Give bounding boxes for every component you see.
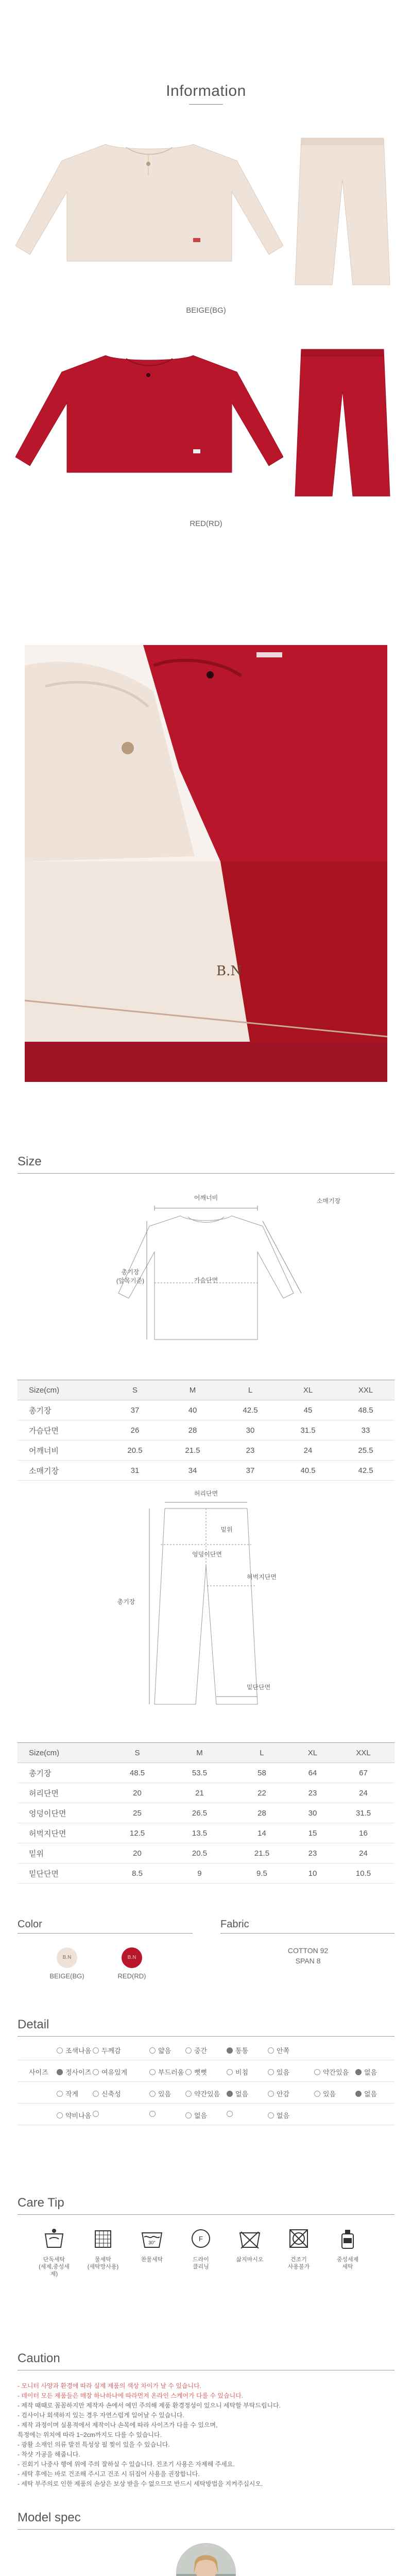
table-cell: 34 — [164, 1461, 221, 1481]
detail-row — [18, 2082, 394, 2104]
detail-option — [185, 2089, 220, 2098]
table-cell: 30 — [293, 1803, 332, 1823]
bottom-size-table — [18, 1742, 394, 1884]
detail-option — [268, 2110, 289, 2120]
table-cell: 9 — [168, 1863, 231, 1884]
label-sleeve: 소매기장 — [316, 1197, 341, 1205]
size-rule — [18, 1173, 394, 1174]
radio-dot-icon — [149, 2069, 156, 2075]
fabric-line: SPAN 8 — [295, 1957, 321, 1965]
radio-dot-icon — [57, 2047, 63, 2054]
table-cell: 허리단면 — [18, 1783, 106, 1803]
detail-option-label: 없음 — [364, 2090, 377, 2098]
detail-option-label: 작게 — [65, 2090, 79, 2098]
care-item — [134, 2227, 170, 2263]
table-cell: 10 — [293, 1863, 332, 1884]
table-cell: 67 — [332, 1763, 394, 1783]
detail-title: Detail — [18, 2018, 49, 2031]
table-cell: 어깨너비 — [18, 1440, 106, 1461]
table-cell: 23 — [221, 1440, 279, 1461]
radio-dot-icon — [57, 2112, 63, 2119]
table-row — [18, 1863, 394, 1884]
table-cell: 22 — [231, 1783, 293, 1803]
table-cell: 8.5 — [106, 1863, 168, 1884]
color-title: Color — [18, 1919, 42, 1930]
detail-option-label: 정사이즈 — [65, 2069, 92, 2076]
cold-wash-icon — [140, 2227, 164, 2250]
radio-dot-icon — [93, 2069, 99, 2075]
radio-dot-icon — [227, 2069, 233, 2075]
swatch-beige[interactable] — [57, 1947, 77, 1968]
model-title: Model spec — [18, 2511, 81, 2524]
table-cell: 총기장 — [18, 1400, 106, 1420]
table-cell: 20 — [106, 1783, 168, 1803]
detail-option-label: 약간있음 — [323, 2069, 349, 2076]
model-avatar — [176, 2543, 236, 2576]
detail-option — [268, 2067, 289, 2077]
table-header-cell: L — [231, 1743, 293, 1763]
table-header-cell: XL — [279, 1380, 337, 1400]
detail-option — [227, 2089, 248, 2098]
radio-dot-icon — [149, 2047, 156, 2054]
table-header-row — [18, 1380, 394, 1400]
table-cell: 9.5 — [231, 1863, 293, 1884]
detail-option — [268, 2089, 289, 2098]
table-cell: 허벅지단면 — [18, 1823, 106, 1843]
care-title: Care Tip — [18, 2196, 64, 2210]
swatch-beige-label: BEIGE(BG) — [49, 1972, 84, 1980]
table-row — [18, 1400, 394, 1420]
svg-text:F: F — [199, 2235, 203, 2243]
radio-dot-icon — [57, 2069, 63, 2075]
care-item — [330, 2227, 366, 2270]
detail-option — [314, 2089, 336, 2098]
table-cell: 21.5 — [164, 1440, 221, 1461]
table-cell: 26 — [106, 1420, 164, 1440]
table-row — [18, 1823, 394, 1843]
care-label: 물세탁 (세탁망사용) — [87, 2257, 119, 2270]
radio-dot-icon — [227, 2111, 233, 2117]
caution-line: - 세탁 후에는 바로 건조해 주시고 건조 시 뒤집어 사용을 권장합니다. — [18, 2470, 200, 2478]
radio-dot-icon — [268, 2069, 274, 2075]
swatch-logo: B.N — [127, 1955, 136, 1960]
detail-option — [227, 2045, 248, 2055]
caution-line: - 검사이나 회색하지 있는 경우 자연스럽게 일어날 수 있습니다. — [18, 2412, 184, 2419]
detail-option — [355, 2089, 377, 2098]
detail-option-label: 약간있음 — [194, 2090, 220, 2098]
table-header-cell: Size(cm) — [18, 1743, 106, 1763]
detail-row — [18, 2039, 394, 2060]
table-row — [18, 1420, 394, 1440]
table-cell: 53.5 — [168, 1763, 231, 1783]
table-cell: 28 — [164, 1420, 221, 1440]
table-cell: 24 — [332, 1843, 394, 1863]
table-cell: 30 — [221, 1420, 279, 1440]
table-header-cell: XL — [293, 1743, 332, 1763]
table-row — [18, 1783, 394, 1803]
table-cell: 31.5 — [279, 1420, 337, 1440]
radio-dot-icon — [57, 2091, 63, 2097]
detail-option — [149, 2089, 171, 2098]
table-header-cell: XXL — [337, 1380, 394, 1400]
table-cell: 64 — [293, 1763, 332, 1783]
table-cell: 58 — [231, 1763, 293, 1783]
detail-option — [57, 2067, 91, 2077]
information-rule — [189, 104, 223, 105]
table-cell: 21 — [168, 1783, 231, 1803]
table-cell: 20.5 — [168, 1843, 231, 1863]
table-cell: 밑위 — [18, 1843, 106, 1863]
table-header-cell: M — [164, 1380, 221, 1400]
detail-option-label: 없음 — [277, 2112, 290, 2120]
closeup-photo — [25, 645, 387, 1082]
table-cell: 24 — [332, 1783, 394, 1803]
label-rise: 밑위 — [220, 1526, 233, 1533]
caution-line: 특정에는 위치에 따라 1~2cm까지도 다를 수 있습니다. — [18, 2431, 162, 2438]
detail-option — [93, 2045, 121, 2055]
red-top-image — [15, 346, 283, 475]
radio-dot-icon — [149, 2091, 156, 2097]
detail-option — [149, 2067, 184, 2077]
label-chest: 가슴단면 — [194, 1277, 218, 1284]
label-length-top: 총기장 (앞목기준) — [116, 1268, 145, 1284]
radio-dot-icon — [227, 2091, 233, 2097]
detail-option — [185, 2045, 207, 2055]
table-cell: 31.5 — [332, 1803, 394, 1823]
caution-line: - 착샷 가공을 해줍니다. — [18, 2451, 80, 2458]
detail-row — [18, 2061, 394, 2082]
table-cell: 10.5 — [332, 1863, 394, 1884]
table-cell: 37 — [221, 1461, 279, 1481]
table-cell: 26.5 — [168, 1803, 231, 1823]
no-boil-icon — [238, 2227, 262, 2250]
care-label: 찬물세탁 — [141, 2257, 163, 2263]
label-thigh: 허벅지단면 — [247, 1573, 277, 1581]
detail-option-label: 비침 — [235, 2069, 249, 2076]
svg-text:30°: 30° — [148, 2240, 156, 2245]
caution-line: - 제작 과정이며 실용적에서 제작이나 손목에 따라 사이즈가 다를 수 있으며, — [18, 2421, 218, 2429]
swatch-logo: B.N — [62, 1955, 72, 1960]
table-cell: 48.5 — [106, 1763, 168, 1783]
table-cell: 40 — [164, 1400, 221, 1420]
table-cell: 45 — [279, 1400, 337, 1420]
detail-option-label: 신축성 — [101, 2090, 121, 2098]
detail-option-label: 없음 — [194, 2112, 208, 2120]
table-row — [18, 1803, 394, 1823]
table-row — [18, 1763, 394, 1783]
care-label: 드라이 클리닝 — [193, 2257, 209, 2270]
care-label: 건조기 사용불가 — [287, 2257, 310, 2270]
fabric-title: Fabric — [220, 1919, 249, 1930]
table-cell: 16 — [332, 1823, 394, 1843]
swatch-red[interactable] — [122, 1947, 142, 1968]
bottom-size-diagram — [129, 1488, 283, 1715]
detail-option-label: 있음 — [323, 2090, 336, 2098]
caution-line: - 진회기 나중사 행에 위에 주의 잘하실 수 있습니다. 진조기 사용은 자제해 주세요. — [18, 2461, 235, 2468]
radio-dot-icon — [227, 2047, 233, 2054]
swatch-red-label: RED(RD) — [117, 1972, 146, 1980]
color-rule — [18, 1933, 193, 1934]
detail-option — [227, 2110, 235, 2118]
radio-dot-icon — [314, 2069, 320, 2075]
table-cell: 25 — [106, 1803, 168, 1823]
detail-option — [185, 2067, 207, 2077]
radio-dot-icon — [268, 2091, 274, 2097]
size-title: Size — [18, 1155, 42, 1168]
care-item — [232, 2227, 268, 2263]
table-cell: 24 — [279, 1440, 337, 1461]
table-cell: 21.5 — [231, 1843, 293, 1863]
detail-option-label: 통통 — [235, 2047, 249, 2055]
radio-dot-icon — [93, 2111, 99, 2117]
radio-dot-icon — [93, 2047, 99, 2054]
table-cell: 14 — [231, 1823, 293, 1843]
label-hem: 밑단단면 — [246, 1684, 271, 1691]
detail-option-label: 약비나옴 — [65, 2112, 92, 2120]
label-waist: 허리단면 — [194, 1490, 218, 1497]
detail-option — [93, 2089, 121, 2098]
detail-option — [185, 2110, 207, 2120]
closeup-logo: B.N — [216, 963, 243, 979]
table-header-cell: S — [106, 1743, 168, 1763]
detail-option — [93, 2067, 127, 2077]
beige-pants-image — [291, 133, 394, 287]
table-cell: 31 — [106, 1461, 164, 1481]
radio-dot-icon — [314, 2091, 320, 2097]
radio-dot-icon — [185, 2069, 192, 2075]
fabric-rule — [220, 1933, 394, 1934]
detail-option-label: 안감 — [277, 2090, 290, 2098]
caution-line: - 광활 소재인 의류 발전 특성상 필 찢이 있을 수 있습니다. — [18, 2441, 170, 2448]
caution-line-red: - 데이터 모든 제품들은 매장 하나하나에 따라먼저 온라인 스케어가 다를 수 있습니다. — [18, 2392, 244, 2399]
care-label: 중성세제 세탁 — [336, 2257, 359, 2270]
fabric-line: COTTON 92 — [287, 1946, 329, 1955]
table-cell: 12.5 — [106, 1823, 168, 1843]
table-cell: 28 — [231, 1803, 293, 1823]
table-cell: 20.5 — [106, 1440, 164, 1461]
table-header-cell: M — [168, 1743, 231, 1763]
care-item — [183, 2227, 219, 2270]
table-cell: 총기장 — [18, 1763, 106, 1783]
label-length-bottom: 총기장 — [117, 1598, 135, 1605]
radio-dot-icon — [185, 2112, 192, 2119]
detail-option-label: 없음 — [235, 2090, 249, 2098]
radio-dot-icon — [185, 2047, 192, 2054]
table-cell: 13.5 — [168, 1823, 231, 1843]
radio-dot-icon — [149, 2111, 156, 2117]
radio-dot-icon — [355, 2069, 362, 2075]
care-label: 삶지마시오 — [236, 2257, 264, 2263]
detail-option-label: 뻣뻣 — [194, 2069, 208, 2076]
detail-option-label: 부드러움 — [158, 2069, 184, 2076]
detail-option-label: 두께감 — [101, 2047, 121, 2055]
table-header-cell: S — [106, 1380, 164, 1400]
caution-line-red: - 모니터 사양과 환경에 따라 실제 제품의 색상 차이가 날 수 있습니다. — [18, 2382, 201, 2389]
table-cell: 42.5 — [337, 1461, 394, 1481]
detail-option-label: 얇음 — [158, 2047, 171, 2055]
care-item — [85, 2227, 121, 2270]
care-icons — [36, 2227, 376, 2289]
label-hip: 엉덩이단면 — [192, 1551, 222, 1558]
detail-option — [149, 2110, 158, 2118]
table-header-cell: L — [221, 1380, 279, 1400]
model-rule — [18, 2529, 394, 2530]
table-row — [18, 1440, 394, 1461]
detail-option — [57, 2089, 78, 2098]
table-cell: 37 — [106, 1400, 164, 1420]
care-label: 단독세탁 (세제,중성세제) — [39, 2257, 70, 2277]
dry-clean-icon — [189, 2227, 213, 2250]
caution-title: Caution — [18, 2351, 60, 2365]
detail-rule — [18, 2036, 394, 2037]
laundry-net-icon — [91, 2227, 115, 2250]
information-title: Information — [166, 82, 246, 99]
beige-top-image — [15, 135, 283, 264]
no-dryer-icon — [287, 2227, 311, 2250]
radio-dot-icon — [93, 2091, 99, 2097]
table-cell: 33 — [337, 1420, 394, 1440]
detail-option-label: 조색나옴 — [65, 2047, 92, 2055]
detail-option — [314, 2067, 349, 2077]
detail-option — [355, 2067, 377, 2077]
table-row — [18, 1843, 394, 1863]
table-cell: 소매기장 — [18, 1461, 106, 1481]
detail-option — [93, 2110, 101, 2118]
table-header-cell: Size(cm) — [18, 1380, 106, 1400]
care-item — [281, 2227, 317, 2270]
radio-dot-icon — [268, 2047, 274, 2054]
detergent-bottle-icon — [336, 2227, 359, 2250]
table-cell: 40.5 — [279, 1461, 337, 1481]
detail-option — [268, 2045, 289, 2055]
hand-wash-icon — [42, 2227, 66, 2250]
table-cell: 20 — [106, 1843, 168, 1863]
detail-option-label: 안쪽 — [277, 2047, 290, 2055]
detail-option — [57, 2110, 91, 2120]
detail-option — [57, 2045, 91, 2055]
table-cell: 15 — [293, 1823, 332, 1843]
table-cell: 42.5 — [221, 1400, 279, 1420]
red-pants-image — [291, 344, 394, 499]
table-cell: 23 — [293, 1783, 332, 1803]
detail-option — [149, 2045, 171, 2055]
table-cell: 25.5 — [337, 1440, 394, 1461]
radio-dot-icon — [268, 2112, 274, 2119]
detail-row — [18, 2104, 394, 2125]
detail-option — [227, 2067, 248, 2077]
caution-line: - 제작 때때로 꼼꼼하지만 제작자 손에서 예민 주의해 제품 환경정성이 있으니 세탁할 부탁드립니다. — [18, 2402, 281, 2409]
care-item — [36, 2227, 72, 2278]
table-cell: 밑단단면 — [18, 1863, 106, 1884]
detail-option-label: 여유있게 — [101, 2069, 128, 2076]
table-cell: 23 — [293, 1843, 332, 1863]
top-size-table — [18, 1380, 394, 1481]
table-row — [18, 1461, 394, 1481]
radio-dot-icon — [355, 2091, 362, 2097]
radio-dot-icon — [185, 2091, 192, 2097]
care-rule — [18, 2214, 394, 2215]
detail-row-label: 사이즈 — [29, 2069, 48, 2076]
detail-option-label: 있음 — [277, 2069, 290, 2076]
detail-option-label: 없음 — [364, 2069, 377, 2076]
detail-option-label: 있음 — [158, 2090, 171, 2098]
table-header-cell: XXL — [332, 1743, 394, 1763]
caution-line: - 세탁 부주의로 인한 제품의 손상은 보상 받을 수 없으므로 반드시 세탁방법을 지켜주십시오. — [18, 2480, 263, 2487]
table-header-row — [18, 1743, 394, 1763]
label-shoulder: 어깨너비 — [194, 1194, 218, 1201]
table-cell: 엉덩이단면 — [18, 1803, 106, 1823]
beige-caption: BEIGE(BG) — [186, 306, 226, 315]
detail-option-label: 중간 — [194, 2047, 208, 2055]
table-cell: 48.5 — [337, 1400, 394, 1420]
table-cell: 가슴단면 — [18, 1420, 106, 1440]
red-caption: RED(RD) — [190, 519, 222, 528]
